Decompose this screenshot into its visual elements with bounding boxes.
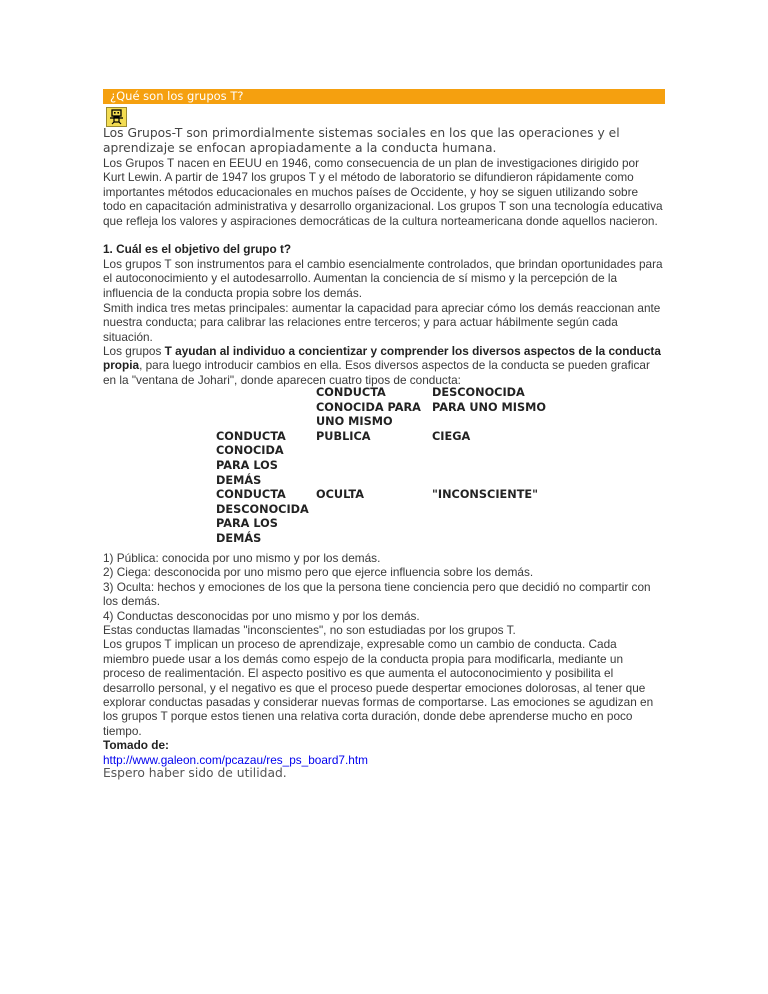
closing-text: Espero haber sido de utilidad. bbox=[103, 766, 287, 780]
section-title: ¿Qué son los grupos T? bbox=[110, 89, 244, 103]
paragraph-learning: Los grupos T implican un proceso de aprendizaje, expresable como un cambio de conducta. Cada miembro puede usar a los demás como espejo de la conducta propia para modificarla, mediante un proceso de realimentación. El aspecto positivo es que aumenta el autoconocimiento y posibilita el desarrollo personal, y el negativo es que el proceso puede despertar emociones dolorosas, al tener que explorar conductas pasadas y considerar nuevas formas de comportarse. Las emociones se agudizan en los grupos T porque estos tienen una relativa corta duración, donde debe aprenderse mucho en poco tiempo. bbox=[103, 637, 654, 738]
table-cell: "INCONSCIENTE" bbox=[432, 488, 539, 502]
table-header-row bbox=[216, 386, 565, 430]
column-header: CONDUCTA CONOCIDA PARA UNO MISMO bbox=[316, 386, 421, 429]
table-cell: OCULTA bbox=[316, 488, 364, 502]
paragraph-goals: Smith indica tres metas principales: aumentar la capacidad para apreciar cómo los demás reaccionan ante nuestra conducta; para calibrar las relaciones entre terceros; y para actuar hábilmente según cada situación. bbox=[103, 301, 661, 344]
row-header: CONDUCTA DESCONOCIDA PARA LOS DEMÁS bbox=[216, 488, 309, 545]
list-item: 1) Pública: conocida por uno mismo y por los demás. bbox=[103, 551, 381, 565]
conduct-list bbox=[103, 551, 663, 767]
section-header bbox=[103, 89, 665, 104]
list-item: 4) Conductas desconocidas por uno mismo y por los demás. bbox=[103, 608, 420, 623]
table-cell: CIEGA bbox=[432, 429, 471, 443]
list-item: 2) Ciega: desconocida por uno mismo pero que ejerce influencia sobre los demás. bbox=[103, 565, 534, 580]
column-header: DESCONOCIDA PARA UNO MISMO bbox=[432, 386, 546, 414]
johari-intro-bold: T ayudan al individuo a concientizar y comprender los diversos aspectos de la conducta propia bbox=[103, 344, 661, 373]
johari-intro-pre: Los grupos bbox=[103, 344, 165, 358]
paragraph-history: Los Grupos T nacen en EEUU en 1946, como consecuencia de un plan de investigaciones dirigido por Kurt Lewin. A partir de 1947 los grupos T y el método de laboratorio se difundieron rápidamente como importantes métodos educacionales en muchos países de Occidente, y hoy se siguen utilizando sobre todo en capacitación administrativa y desarrollo organizacional. Los grupos T son una tecnología educativa que refleja los valores y aspiraciones democráticas de la cultura norteamericana donde aquellos nacieron. bbox=[103, 156, 663, 228]
johari-intro-post: , para luego introducir cambios en ella. Esos diversos aspectos de la conducta se pueden graficar en la "ventana de Johari", donde aparecen cuatro tipos de conducta: bbox=[103, 358, 650, 387]
source-link[interactable]: http://www.galeon.com/pcazau/res_ps_board7.htm bbox=[103, 752, 368, 767]
paragraph-unconscious: Estas conductas llamadas "inconscientes", no son estudiadas por los grupos T. bbox=[103, 623, 516, 638]
intro-paragraph: Los Grupos-T son primordialmente sistemas sociales en los que las operaciones y el aprendizaje se enfocan apropiadamente a la conducta humana. bbox=[103, 126, 620, 155]
table-row bbox=[216, 430, 565, 488]
paragraph-johari-intro bbox=[103, 344, 663, 387]
table-corner bbox=[216, 386, 316, 430]
johari-window-table bbox=[216, 386, 565, 547]
paragraph-instruments: Los grupos T son instrumentos para el cambio esencialmente controlados, que brindan oportunidades para el autoconocimiento y el autodesarrollo. Aumentan la conciencia de sí mismo y la percepción de la influencia de la conducta propia sobre los demás. bbox=[103, 257, 663, 300]
source-label: Tomado de: bbox=[103, 738, 169, 753]
row-header: CONDUCTA CONOCIDA PARA LOS DEMÁS bbox=[216, 429, 286, 487]
question-heading: 1. Cuál es el objetivo del grupo t? bbox=[103, 242, 292, 256]
list-item: 3) Oculta: hechos y emociones de los que la persona tiene conciencia pero que decidió no compartir con los demás. bbox=[103, 579, 651, 609]
table-row bbox=[216, 488, 565, 546]
robot-icon bbox=[106, 107, 127, 127]
table-cell: PUBLICA bbox=[316, 429, 371, 443]
